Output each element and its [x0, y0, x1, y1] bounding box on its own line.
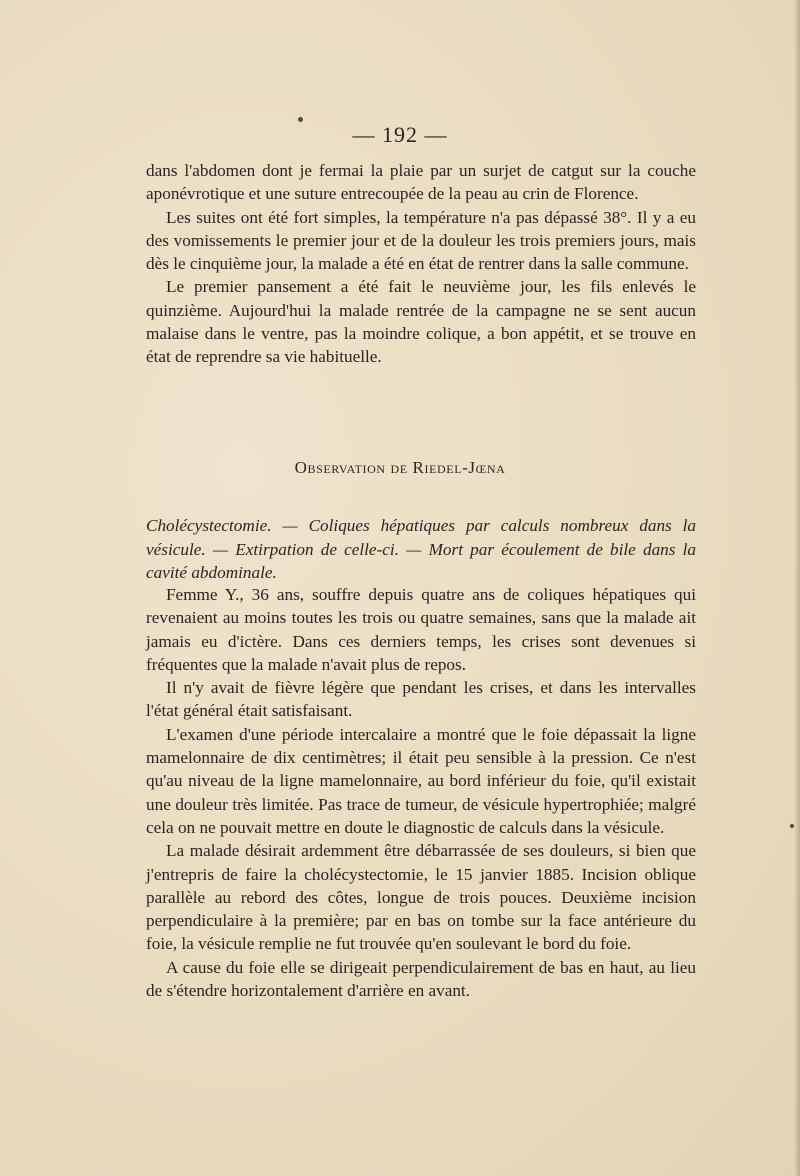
page-spine-shadow	[794, 0, 800, 1176]
paragraph: Femme Y., 36 ans, souffre depuis quatre ans de coliques hépatiques qui revenaient au moins toutes les trois ou quatre semaines, sans que la malade ait jamais eu d'ictère. Dans ces derniers temps, les crises sont devenues si fréquentes que la malade n'avait plus de repos.	[146, 585, 696, 674]
intro-text	[146, 159, 696, 369]
page-number: — 192 —	[352, 122, 448, 147]
paragraph: L'examen d'une période intercalaire a montré que le foie dépassait la ligne mamelonnaire de dix centimètres; il était peu sensible à la pression. Ce n'est qu'au niveau de la ligne mamelonnaire, au bord inférieur du foie, qu'il existait une douleur très limitée. Pas trace de tumeur, de vésicule hypertrophiée; malgré cela on ne pouvait mettre en doute le diagnostic de calculs dans la vésicule.	[146, 724, 696, 837]
paragraph: Il n'y avait de fièvre légère que pendant les crises, et dans les intervalles l'état général était satisfaisant.	[146, 678, 696, 721]
paragraph: dans l'abdomen dont je fermai la plaie par un surjet de catgut sur la couche aponévrotique et une suture entrecoupée de la peau au crin de Florence.	[146, 161, 696, 204]
paragraph: Le premier pansement a été fait le neuvième jour, les fils enlevés le quinzième. Aujourd'hui la malade rentrée de la campagne ne se sent aucun malaise dans le ventre, pas la moindre colique, a bon appétit, et se trouve en état de reprendre sa vie habituelle.	[146, 277, 696, 367]
summary-text: Cholécystectomie. — Coliques hépatiques par calculs nombreux dans la vésicule. — Extirpation de celle-ci. — Mort par écoulement de bile dans la cavité abdominale.	[146, 516, 696, 583]
paragraph: A cause du foie elle se dirigeait perpendiculairement de bas en haut, au lieu de s'étendre horizontalement d'arrière en avant.	[146, 957, 696, 1001]
paragraph: Les suites ont été fort simples, la température n'a pas dépassé 38°. Il y a eu des vomissements le premier jour et de la douleur les trois premiers jours, mais dès le cinquième jour, la malade a été en état de rentrer dans la salle commune.	[146, 207, 696, 274]
ink-speck	[790, 824, 794, 828]
section-heading: Observation de Riedel-Jœna	[294, 458, 506, 477]
paragraph: La malade désirait ardemment être débarrassée de ses douleurs, si bien que j'entrepris de faire la cholécystectomie, le 15 janvier 1885. Incision oblique parallèle au rebord des côtes, longue de trois pouces. Deuxième incision perpendiculaire à la première; par en bas on tombe sur la face antérieure du foie, la vésicule remplie ne fut trouvée qu'en soulevant le bord du foie.	[146, 841, 696, 954]
observation-text	[146, 583, 696, 1002]
